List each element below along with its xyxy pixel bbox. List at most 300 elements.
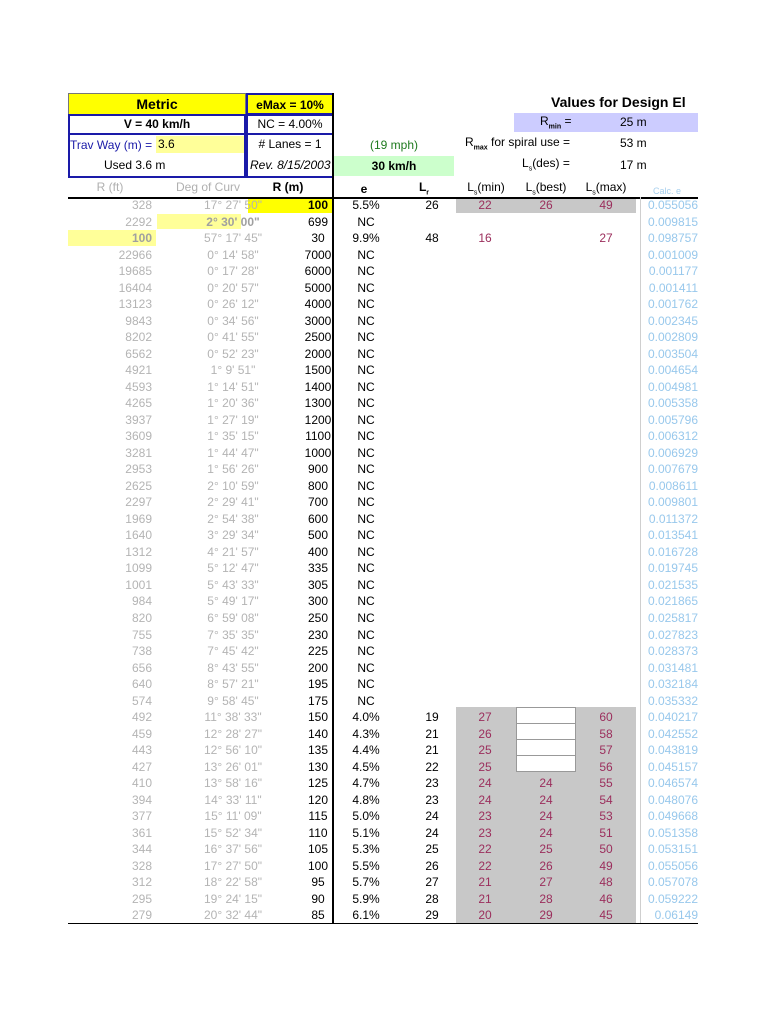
ls-max-cell[interactable] (576, 263, 636, 279)
deg-cell[interactable]: 1° 14' 51" (207, 379, 259, 394)
calc-e-cell[interactable]: 0.027823 (647, 627, 698, 642)
ls-best-cell[interactable] (516, 560, 576, 576)
deg-cell[interactable]: 5° 49' 17" (207, 594, 259, 609)
rm-cell[interactable]: 7000 (304, 247, 332, 262)
rm-cell[interactable]: 105 (307, 842, 329, 857)
calc-e-cell[interactable]: 0.019745 (647, 561, 698, 576)
lr-cell[interactable]: 23 (425, 776, 439, 791)
e-cell[interactable]: 5.3% (352, 842, 380, 857)
calc-e-cell[interactable]: 0.004981 (647, 379, 698, 394)
rm-cell[interactable]: 195 (307, 677, 329, 692)
rft-cell[interactable]: 377 (131, 809, 152, 824)
ls-best-cell[interactable] (516, 412, 576, 428)
rft-cell[interactable]: 640 (131, 677, 152, 692)
ls-min-cell[interactable] (456, 627, 514, 643)
lr-cell[interactable]: 23 (425, 792, 439, 807)
ls-best-cell[interactable] (516, 362, 576, 378)
ls-best-cell[interactable] (516, 313, 576, 329)
rft-cell[interactable]: 6562 (125, 346, 152, 361)
ls-max-cell[interactable]: 56 (599, 759, 613, 774)
lr-cell[interactable] (414, 329, 450, 345)
calc-e-cell[interactable]: 0.009815 (647, 214, 698, 229)
ls-max-cell[interactable]: 53 (599, 809, 613, 824)
deg-cell[interactable]: 0° 34' 56" (207, 313, 259, 328)
e-cell[interactable]: NC (357, 412, 375, 427)
rft-cell[interactable]: 410 (131, 776, 152, 791)
ls-best-cell[interactable]: 24 (539, 809, 553, 824)
lr-cell[interactable] (414, 643, 450, 659)
deg-cell[interactable]: 3° 29' 34" (207, 528, 259, 543)
lr-cell[interactable] (414, 676, 450, 692)
ls-min-cell[interactable] (456, 676, 514, 692)
rm-cell[interactable]: 115 (308, 809, 328, 824)
ls-min-cell[interactable]: 21 (478, 875, 492, 890)
deg-cell[interactable]: 9° 58' 45" (207, 693, 259, 708)
ls-min-cell[interactable]: 22 (478, 858, 492, 873)
ls-max-cell[interactable]: 51 (599, 825, 613, 840)
rm-cell[interactable]: 30 (311, 231, 325, 246)
ls-min-cell[interactable] (456, 445, 514, 461)
ls-min-cell[interactable] (456, 280, 514, 296)
ls-best-cell[interactable] (516, 527, 576, 543)
rft-cell[interactable]: 984 (131, 594, 152, 609)
lr-cell[interactable] (414, 660, 450, 676)
ls-min-cell[interactable] (456, 313, 514, 329)
ls-best-cell[interactable] (516, 280, 576, 296)
calc-e-cell[interactable]: 0.005796 (647, 412, 698, 427)
e-cell[interactable]: NC (357, 264, 375, 279)
rft-cell[interactable]: 656 (131, 660, 152, 675)
lanes-cell[interactable]: # Lanes = 1 (246, 135, 334, 156)
calc-e-cell[interactable]: 0.042552 (647, 726, 698, 741)
calc-e-cell[interactable]: 0.016728 (647, 544, 698, 559)
ls-best-cell[interactable] (516, 544, 576, 560)
deg-cell[interactable]: 12° 56' 10" (203, 743, 263, 758)
ls-max-cell[interactable] (576, 478, 636, 494)
calc-e-cell[interactable]: 0.002345 (647, 313, 698, 328)
lr-cell[interactable]: 21 (425, 726, 439, 741)
deg-cell[interactable]: 12° 28' 27" (203, 726, 263, 741)
lr-cell[interactable] (414, 445, 450, 461)
calc-e-cell[interactable]: 0.001177 (648, 264, 698, 279)
ls-min-cell[interactable] (456, 660, 514, 676)
ls-max-cell[interactable]: 50 (599, 842, 613, 857)
rft-cell[interactable]: 2297 (125, 495, 152, 510)
lr-cell[interactable] (414, 362, 450, 378)
lr-cell[interactable] (414, 461, 450, 477)
e-cell[interactable]: NC (357, 445, 375, 460)
e-cell[interactable]: 4.0% (352, 710, 380, 725)
deg-cell[interactable]: 57° 17' 45" (203, 231, 263, 246)
ls-max-cell[interactable] (576, 362, 636, 378)
ls-best-cell[interactable]: 26 (539, 198, 553, 212)
lr-cell[interactable] (414, 395, 450, 411)
ls-min-cell[interactable]: 27 (478, 710, 492, 725)
ls-max-cell[interactable] (576, 214, 636, 230)
deg-cell[interactable]: 4° 21' 57" (207, 544, 259, 559)
ls-best-cell[interactable]: 25 (539, 842, 553, 857)
ls-best-cell[interactable] (516, 329, 576, 345)
calc-e-cell[interactable]: 0.059222 (647, 891, 698, 906)
e-cell[interactable]: NC (357, 544, 375, 559)
ls-min-cell[interactable]: 21 (478, 891, 492, 906)
ls-max-cell[interactable] (576, 280, 636, 296)
e-cell[interactable]: NC (357, 214, 375, 229)
deg-cell[interactable]: 11° 38' 33" (204, 710, 262, 725)
rm-cell[interactable]: 1400 (304, 379, 332, 394)
calc-e-cell[interactable]: 0.031481 (647, 660, 698, 675)
deg-cell[interactable]: 15° 52' 34" (203, 825, 263, 840)
ls-best-cell[interactable] (516, 494, 576, 510)
ls-min-cell[interactable] (456, 395, 514, 411)
ls-best-cell[interactable] (516, 610, 576, 626)
deg-cell[interactable]: 1° 56' 26" (207, 462, 259, 477)
ls-best-cell[interactable] (516, 395, 576, 411)
ls-min-cell[interactable] (456, 428, 514, 444)
lr-cell[interactable]: 29 (425, 908, 439, 923)
ls-best-cell[interactable] (516, 511, 576, 527)
calc-e-cell[interactable]: 0.001009 (647, 247, 698, 262)
rft-cell[interactable]: 4593 (125, 379, 152, 394)
rft-cell[interactable]: 3609 (125, 429, 152, 444)
rft-cell[interactable]: 574 (131, 693, 152, 708)
lr-cell[interactable] (414, 263, 450, 279)
ls-best-cell[interactable] (516, 627, 576, 643)
rft-cell[interactable]: 4265 (125, 396, 152, 411)
deg-cell[interactable]: 18° 22' 58" (203, 875, 263, 890)
ls-max-cell[interactable] (576, 693, 636, 709)
lr-cell[interactable] (414, 544, 450, 560)
rft-cell[interactable]: 4921 (125, 363, 152, 378)
deg-cell[interactable]: 0° 26' 12" (207, 297, 259, 312)
lr-cell[interactable]: 24 (425, 825, 439, 840)
calc-e-cell[interactable]: 0.013541 (647, 528, 698, 543)
lr-cell[interactable] (414, 296, 450, 312)
ls-min-cell[interactable] (456, 263, 514, 279)
calc-e-cell[interactable]: 0.025817 (647, 611, 698, 625)
rm-cell[interactable]: 4000 (304, 297, 332, 312)
rm-cell[interactable]: 100 (307, 858, 329, 873)
ls-best-cell[interactable] (516, 461, 576, 477)
rft-cell[interactable]: 3937 (125, 412, 152, 427)
ls-min-cell[interactable] (456, 346, 514, 362)
rm-cell[interactable]: 700 (307, 495, 329, 510)
calc-e-cell[interactable]: 0.098757 (647, 231, 698, 246)
ls-min-cell[interactable] (456, 214, 514, 230)
calc-e-cell[interactable]: 0.035332 (647, 693, 698, 708)
ls-min-cell[interactable] (456, 478, 514, 494)
e-cell[interactable]: NC (357, 511, 375, 526)
rft-cell[interactable]: 295 (131, 891, 152, 906)
e-cell[interactable]: 5.9% (352, 891, 380, 906)
ls-best-cell[interactable] (516, 214, 576, 230)
calc-e-cell[interactable]: 0.055056 (647, 858, 698, 873)
lr-cell[interactable]: 25 (425, 842, 439, 857)
rm-cell[interactable]: 95 (311, 875, 325, 890)
calc-e-cell[interactable]: 0.049668 (647, 809, 698, 824)
ls-best-cell[interactable] (516, 759, 576, 775)
e-cell[interactable]: NC (357, 627, 375, 642)
deg-cell[interactable]: 19° 24' 15" (203, 891, 263, 906)
lr-cell[interactable] (414, 511, 450, 527)
ls-max-cell[interactable] (576, 329, 636, 345)
rm-cell[interactable]: 1500 (304, 363, 332, 378)
calc-e-cell[interactable]: 0.006312 (647, 429, 698, 444)
ls-max-cell[interactable] (576, 610, 636, 626)
deg-cell[interactable]: 16° 37' 56" (203, 842, 263, 857)
rm-cell[interactable]: 140 (307, 726, 329, 741)
e-cell[interactable]: NC (357, 346, 375, 361)
rm-cell[interactable]: 900 (307, 462, 329, 477)
e-cell[interactable]: 4.8% (352, 792, 380, 807)
lr-cell[interactable] (414, 627, 450, 643)
rft-cell[interactable]: 1001 (125, 577, 152, 592)
rm-cell[interactable]: 175 (307, 693, 329, 708)
calc-e-cell[interactable]: 0.043819 (647, 743, 698, 758)
rft-cell[interactable]: 394 (131, 792, 152, 807)
ls-min-cell[interactable] (456, 494, 514, 510)
ls-best-cell[interactable] (516, 709, 576, 725)
ls-max-cell[interactable] (576, 643, 636, 659)
ls-best-cell[interactable] (516, 742, 576, 758)
trav-way-input[interactable]: 3.6 (156, 136, 246, 153)
rft-cell[interactable]: 100 (131, 231, 152, 246)
rft-cell[interactable]: 22966 (118, 247, 152, 262)
ls-best-cell[interactable]: 24 (539, 792, 553, 807)
calc-e-cell[interactable]: 0.051358 (647, 825, 698, 840)
rm-cell[interactable]: 335 (307, 561, 329, 576)
deg-cell[interactable]: 2° 54' 38" (207, 511, 259, 526)
rm-cell[interactable]: 800 (307, 478, 329, 493)
e-cell[interactable]: NC (357, 677, 375, 692)
ls-min-cell[interactable] (456, 560, 514, 576)
e-cell[interactable]: 6.1% (352, 908, 380, 923)
ls-min-cell[interactable] (456, 593, 514, 609)
rft-cell[interactable]: 492 (131, 710, 152, 725)
rm-cell[interactable]: 600 (307, 511, 329, 526)
rm-cell[interactable]: 125 (307, 776, 329, 791)
rft-cell[interactable]: 2292 (125, 214, 152, 229)
lr-cell[interactable] (414, 428, 450, 444)
deg-cell[interactable]: 0° 41' 55" (207, 330, 259, 345)
rft-cell[interactable]: 9843 (125, 313, 152, 328)
ls-best-cell[interactable] (516, 296, 576, 312)
e-cell[interactable]: 4.4% (352, 743, 380, 758)
calc-e-cell[interactable]: 0.021535 (647, 577, 698, 592)
rft-cell[interactable]: 2953 (125, 462, 152, 477)
calc-e-cell[interactable]: 0.007679 (647, 462, 698, 477)
ls-best-cell[interactable] (516, 478, 576, 494)
ls-min-cell[interactable] (456, 412, 514, 428)
deg-cell[interactable]: 13° 26' 01" (203, 759, 263, 774)
calc-e-cell[interactable]: 0.048076 (647, 792, 698, 807)
ls-max-cell[interactable] (576, 379, 636, 395)
calc-e-cell[interactable]: 0.046574 (647, 776, 698, 791)
deg-cell[interactable]: 0° 20' 57" (207, 280, 259, 295)
e-cell[interactable]: 5.1% (352, 825, 380, 840)
ls-max-cell[interactable] (576, 494, 636, 510)
e-cell[interactable]: NC (357, 577, 375, 592)
deg-cell[interactable]: 13° 58' 16" (203, 776, 263, 791)
ls-min-cell[interactable]: 22 (478, 198, 492, 212)
rm-cell[interactable]: 3000 (304, 313, 332, 328)
calc-e-cell[interactable]: 0.021865 (647, 594, 698, 609)
trav-way-cell[interactable] (68, 135, 246, 156)
deg-cell[interactable]: 0° 52' 23" (207, 346, 259, 361)
ls-best-cell[interactable] (516, 693, 576, 709)
lr-cell[interactable] (414, 379, 450, 395)
e-cell[interactable]: 4.3% (352, 726, 380, 741)
lr-cell[interactable]: 26 (425, 858, 439, 873)
e-cell[interactable]: 4.7% (352, 776, 380, 791)
e-cell[interactable]: NC (357, 462, 375, 477)
rft-cell[interactable]: 8202 (125, 330, 152, 345)
ls-min-cell[interactable] (456, 693, 514, 709)
e-cell[interactable]: NC (357, 297, 375, 312)
rft-cell[interactable]: 312 (131, 875, 152, 890)
ls-min-cell[interactable] (456, 511, 514, 527)
ls-min-cell[interactable]: 23 (478, 825, 492, 840)
ls-max-cell[interactable] (576, 544, 636, 560)
ls-max-cell[interactable]: 49 (599, 858, 613, 873)
ls-max-cell[interactable]: 49 (599, 198, 613, 212)
ls-max-cell[interactable] (576, 511, 636, 527)
e-cell[interactable]: NC (357, 396, 375, 411)
e-cell[interactable]: NC (357, 561, 375, 576)
e-cell[interactable]: NC (357, 330, 375, 345)
lr-cell[interactable] (414, 560, 450, 576)
ls-max-cell[interactable] (576, 627, 636, 643)
ls-best-cell[interactable]: 28 (539, 891, 553, 906)
rm-cell[interactable]: 6000 (304, 264, 332, 279)
deg-cell[interactable]: 20° 32' 44" (203, 908, 263, 923)
deg-cell[interactable]: 0° 17' 28" (207, 264, 259, 279)
e-cell[interactable]: NC (357, 594, 375, 609)
rft-cell[interactable]: 19685 (118, 264, 152, 279)
deg-cell[interactable]: 1° 44' 47" (207, 445, 259, 460)
deg-cell[interactable]: 8° 43' 55" (207, 660, 259, 675)
e-cell[interactable]: NC (357, 693, 375, 708)
ls-min-cell[interactable]: 16 (478, 231, 492, 246)
ls-best-cell[interactable] (516, 263, 576, 279)
lr-cell[interactable] (414, 280, 450, 296)
lr-cell[interactable] (414, 478, 450, 494)
rft-cell[interactable]: 427 (131, 759, 152, 774)
rm-cell[interactable]: 1100 (305, 429, 331, 444)
lr-cell[interactable]: 24 (425, 809, 439, 824)
ls-best-cell[interactable] (516, 247, 576, 263)
lr-cell[interactable]: 19 (425, 710, 439, 725)
rft-cell[interactable]: 3281 (125, 445, 152, 460)
rm-cell[interactable]: 699 (307, 214, 329, 229)
rft-cell[interactable]: 279 (131, 908, 152, 923)
deg-cell[interactable]: 1° 27' 19" (207, 412, 259, 427)
ls-max-cell[interactable] (576, 577, 636, 593)
ls-max-cell[interactable] (576, 395, 636, 411)
lr-cell[interactable] (414, 494, 450, 510)
lr-cell[interactable] (414, 412, 450, 428)
ls-best-cell[interactable] (516, 445, 576, 461)
calc-e-cell[interactable]: 0.001762 (647, 297, 698, 312)
ls-max-cell[interactable] (576, 296, 636, 312)
e-cell[interactable]: NC (357, 379, 375, 394)
e-cell[interactable]: NC (357, 478, 375, 493)
rm-cell[interactable]: 150 (307, 710, 329, 725)
ls-min-cell[interactable]: 22 (478, 842, 492, 857)
ls-max-cell[interactable] (576, 247, 636, 263)
e-cell[interactable]: NC (357, 247, 375, 262)
ls-min-cell[interactable] (456, 577, 514, 593)
rm-cell[interactable]: 305 (307, 577, 329, 592)
lr-cell[interactable]: 27 (425, 875, 439, 890)
rm-cell[interactable]: 225 (307, 644, 329, 659)
lr-cell[interactable] (414, 214, 450, 230)
lr-cell[interactable] (414, 610, 450, 626)
lr-cell[interactable] (414, 693, 450, 709)
ls-best-cell[interactable]: 24 (539, 825, 553, 840)
calc-e-cell[interactable]: 0.040217 (647, 710, 698, 725)
e-cell[interactable]: 5.5% (352, 198, 380, 212)
lr-cell[interactable] (414, 247, 450, 263)
rft-cell[interactable]: 755 (131, 627, 152, 642)
ls-best-cell[interactable] (516, 593, 576, 609)
ls-max-cell[interactable] (576, 527, 636, 543)
calc-e-cell[interactable]: 0.032184 (647, 677, 698, 692)
rm-cell[interactable]: 5000 (304, 280, 332, 295)
ls-max-cell[interactable]: 60 (599, 710, 613, 725)
e-cell[interactable]: 5.5% (352, 858, 380, 873)
lr-cell[interactable]: 21 (425, 743, 439, 758)
rft-cell[interactable]: 361 (131, 825, 152, 840)
rm-cell[interactable]: 100 (307, 198, 329, 212)
rm-cell[interactable]: 135 (307, 743, 329, 758)
deg-cell[interactable]: 2° 10' 59" (207, 478, 259, 493)
calc-e-cell[interactable]: 0.028373 (647, 644, 698, 659)
rm-cell[interactable]: 1300 (304, 396, 332, 411)
ls-max-cell[interactable]: 45 (599, 908, 613, 923)
rft-cell[interactable]: 2625 (125, 478, 152, 493)
ls-min-cell[interactable]: 25 (478, 743, 492, 758)
e-cell[interactable]: 9.9% (352, 231, 380, 246)
ls-max-cell[interactable] (576, 461, 636, 477)
rft-cell[interactable]: 344 (131, 842, 152, 857)
ls-best-cell[interactable]: 29 (539, 908, 553, 923)
calc-e-cell[interactable]: 0.045157 (647, 759, 698, 774)
calc-e-cell[interactable]: 0.006929 (647, 445, 698, 460)
deg-cell[interactable]: 2° 30' 00" (206, 214, 260, 229)
rm-cell[interactable]: 200 (307, 660, 329, 675)
calc-e-cell[interactable]: 0.003504 (647, 346, 698, 361)
ls-max-cell[interactable] (576, 660, 636, 676)
ls-max-cell[interactable] (576, 445, 636, 461)
ls-max-cell[interactable] (576, 428, 636, 444)
deg-cell[interactable]: 17° 27' 50" (203, 858, 263, 873)
rm-cell[interactable]: 500 (307, 528, 329, 543)
rft-cell[interactable]: 738 (131, 644, 152, 659)
deg-cell[interactable]: 7° 45' 42" (207, 644, 259, 659)
ls-best-cell[interactable]: 27 (539, 875, 553, 890)
ls-min-cell[interactable]: 24 (478, 792, 492, 807)
rm-cell[interactable]: 90 (311, 891, 325, 906)
deg-cell[interactable]: 14° 33' 11" (204, 792, 262, 807)
deg-cell[interactable]: 7° 35' 35" (207, 627, 259, 642)
speed-cell[interactable]: V = 40 km/h (68, 114, 246, 135)
e-cell[interactable]: NC (357, 363, 375, 378)
calc-e-cell[interactable]: 0.057078 (647, 875, 698, 890)
ls-max-cell[interactable] (576, 346, 636, 362)
ls-max-cell[interactable]: 27 (599, 231, 613, 246)
calc-e-cell[interactable]: 0.011372 (648, 511, 698, 526)
